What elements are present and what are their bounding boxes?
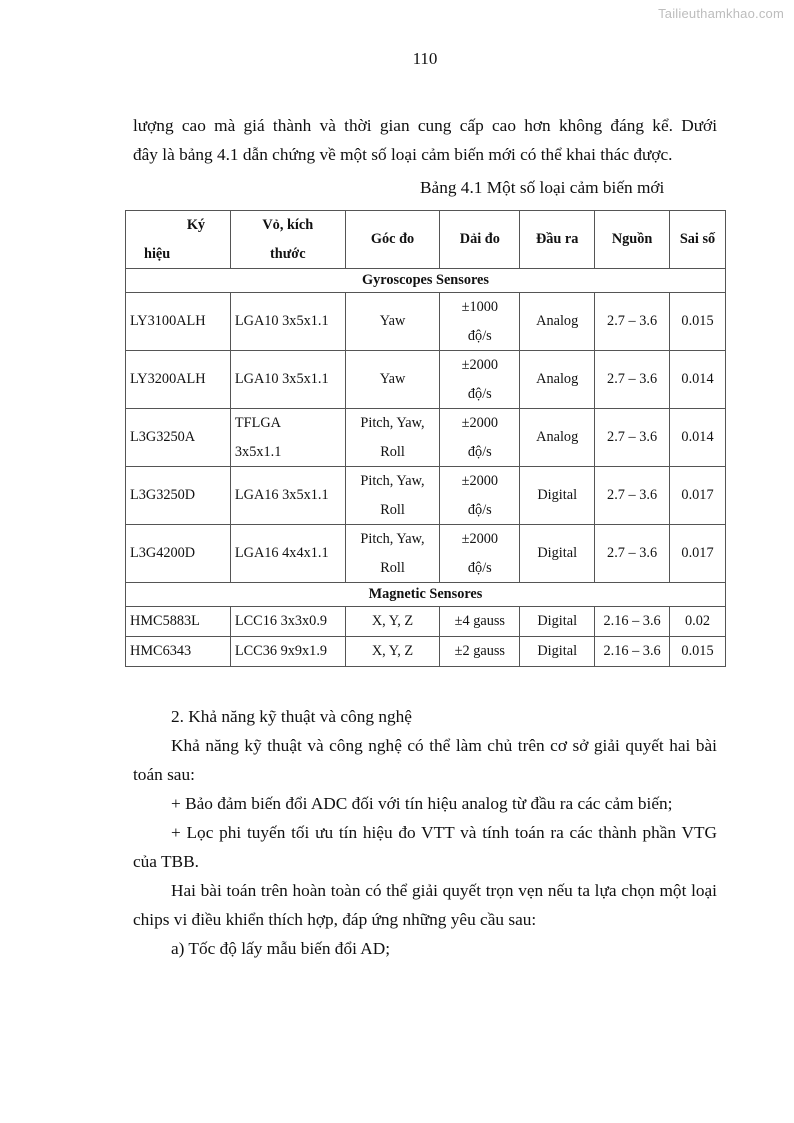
cell-power: 2.7 – 3.6: [595, 409, 670, 467]
table-row: [126, 293, 726, 351]
cell-axes: [345, 525, 440, 583]
axes-line-2: Roll: [380, 501, 405, 518]
cell-error: 0.02: [670, 607, 726, 637]
cell-power: 2.16 – 3.6: [595, 637, 670, 667]
header-package: [230, 211, 345, 269]
cell-error: 0.017: [670, 525, 726, 583]
cell-symbol: L3G3250A: [126, 409, 231, 467]
cell-range: [440, 525, 520, 583]
table-row: [126, 607, 726, 637]
cell-error: 0.017: [670, 467, 726, 525]
sensor-table: [125, 210, 726, 667]
cell-axes: Yaw: [345, 351, 440, 409]
header-range: Dải đo: [440, 211, 520, 269]
cell-package: LGA16 3x5x1.1: [230, 467, 345, 525]
cell-package: LCC16 3x3x0.9: [230, 607, 345, 637]
range-unit: độ/s: [467, 327, 492, 344]
range-value: ±2000: [461, 357, 499, 373]
group-row-magnetic: [126, 583, 726, 607]
range-unit: độ/s: [467, 443, 492, 460]
header-symbol: [126, 211, 231, 269]
header-package-l1: Vỏ, kích: [262, 217, 314, 233]
cell-error: 0.014: [670, 351, 726, 409]
cell-error: 0.014: [670, 409, 726, 467]
bullet-2: + Lọc phi tuyến tối ưu tín hiệu đo VTT và tính toán ra các thành phần VTG của TBB.: [133, 823, 717, 871]
group-row-gyroscopes: [126, 269, 726, 293]
range-value: ±1000: [461, 299, 499, 315]
cell-error: 0.015: [670, 293, 726, 351]
range-unit: độ/s: [467, 385, 492, 402]
range-value: ±2000: [461, 415, 499, 431]
table-header-row: [126, 211, 726, 269]
cell-power: 2.7 – 3.6: [595, 293, 670, 351]
cell-package: [230, 409, 345, 467]
header-error: Sai số: [670, 211, 726, 269]
table-row: [126, 409, 726, 467]
range-unit: độ/s: [467, 501, 492, 518]
package-line-1: TFLGA: [234, 415, 281, 431]
package-line-2: 3x5x1.1: [234, 443, 282, 460]
header-axes: Góc đo: [345, 211, 440, 269]
cell-axes: X, Y, Z: [345, 607, 440, 637]
paragraph-1: Khả năng kỹ thuật và công nghệ có thể làm chủ trên cơ sở giải quyết hai bài toán sau:: [133, 736, 717, 784]
group-title: Gyroscopes Sensores: [126, 269, 726, 293]
axes-line-1: Pitch, Yaw,: [360, 473, 425, 489]
range-unit: độ/s: [467, 559, 492, 576]
cell-output: Analog: [520, 293, 595, 351]
item-a: a) Tốc độ lấy mẫu biến đổi AD;: [171, 939, 391, 958]
table-caption: Bảng 4.1 Một số loại cảm biến mới: [420, 178, 665, 197]
table-row: [126, 351, 726, 409]
header-output: Đầu ra: [520, 211, 595, 269]
table-row: [126, 525, 726, 583]
cell-symbol: HMC5883L: [126, 607, 231, 637]
cell-package: LGA10 3x5x1.1: [230, 351, 345, 409]
table-row: [126, 637, 726, 667]
cell-range: [440, 293, 520, 351]
axes-line-2: Roll: [380, 443, 405, 460]
cell-axes: X, Y, Z: [345, 637, 440, 667]
cell-symbol: HMC6343: [126, 637, 231, 667]
cell-range: ±4 gauss: [440, 607, 520, 637]
cell-range: [440, 467, 520, 525]
cell-axes: [345, 467, 440, 525]
paragraph-2: Hai bài toán trên hoàn toàn có thể giải quyết trọn vẹn nếu ta lựa chọn một loại chips vi điều khiển thích hợp, đáp ứng những yêu cầu sau:: [133, 881, 717, 929]
header-symbol-l1: Ký: [186, 217, 206, 233]
cell-axes: [345, 409, 440, 467]
cell-symbol: LY3200ALH: [126, 351, 231, 409]
table-row: [126, 467, 726, 525]
cell-output: Analog: [520, 409, 595, 467]
cell-error: 0.015: [670, 637, 726, 667]
bullet-1: + Bảo đảm biến đổi ADC đối với tín hiệu analog từ đầu ra các cảm biến;: [171, 794, 673, 813]
section-body: [133, 702, 717, 963]
header-package-l2: thước: [269, 245, 306, 262]
cell-package: LCC36 9x9x1.9: [230, 637, 345, 667]
range-value: ±2000: [461, 473, 499, 489]
cell-power: 2.16 – 3.6: [595, 607, 670, 637]
axes-line-2: Roll: [380, 559, 405, 576]
cell-axes: Yaw: [345, 293, 440, 351]
intro-line-1: lượng cao mà giá thành và thời gian cung cấp cao hơn không đáng kể. Dưới: [133, 116, 717, 135]
cell-range: ±2 gauss: [440, 637, 520, 667]
page-number: 110: [412, 49, 438, 68]
cell-power: 2.7 – 3.6: [595, 525, 670, 583]
axes-line-1: Pitch, Yaw,: [360, 531, 425, 547]
cell-package: LGA16 4x4x1.1: [230, 525, 345, 583]
intro-line-2: đây là bảng 4.1 dẫn chứng về một số loại cảm biến mới có thể khai thác được.: [133, 145, 673, 164]
watermark: Tailieuthamkhao.com: [658, 6, 784, 21]
cell-range: [440, 409, 520, 467]
cell-symbol: LY3100ALH: [126, 293, 231, 351]
cell-output: Digital: [520, 637, 595, 667]
intro-paragraph: [133, 111, 717, 169]
header-symbol-l2: hiệu: [144, 245, 171, 262]
cell-power: 2.7 – 3.6: [595, 351, 670, 409]
cell-symbol: L3G3250D: [126, 467, 231, 525]
section-heading: 2. Khả năng kỹ thuật và công nghệ: [171, 707, 412, 726]
cell-output: Digital: [520, 467, 595, 525]
range-value: ±2000: [461, 531, 499, 547]
cell-output: Analog: [520, 351, 595, 409]
axes-line-1: Pitch, Yaw,: [360, 415, 425, 431]
group-title: Magnetic Sensores: [126, 583, 726, 607]
cell-output: Digital: [520, 525, 595, 583]
cell-power: 2.7 – 3.6: [595, 467, 670, 525]
cell-package: LGA10 3x5x1.1: [230, 293, 345, 351]
cell-output: Digital: [520, 607, 595, 637]
cell-symbol: L3G4200D: [126, 525, 231, 583]
cell-range: [440, 351, 520, 409]
header-power: Nguồn: [595, 211, 670, 269]
